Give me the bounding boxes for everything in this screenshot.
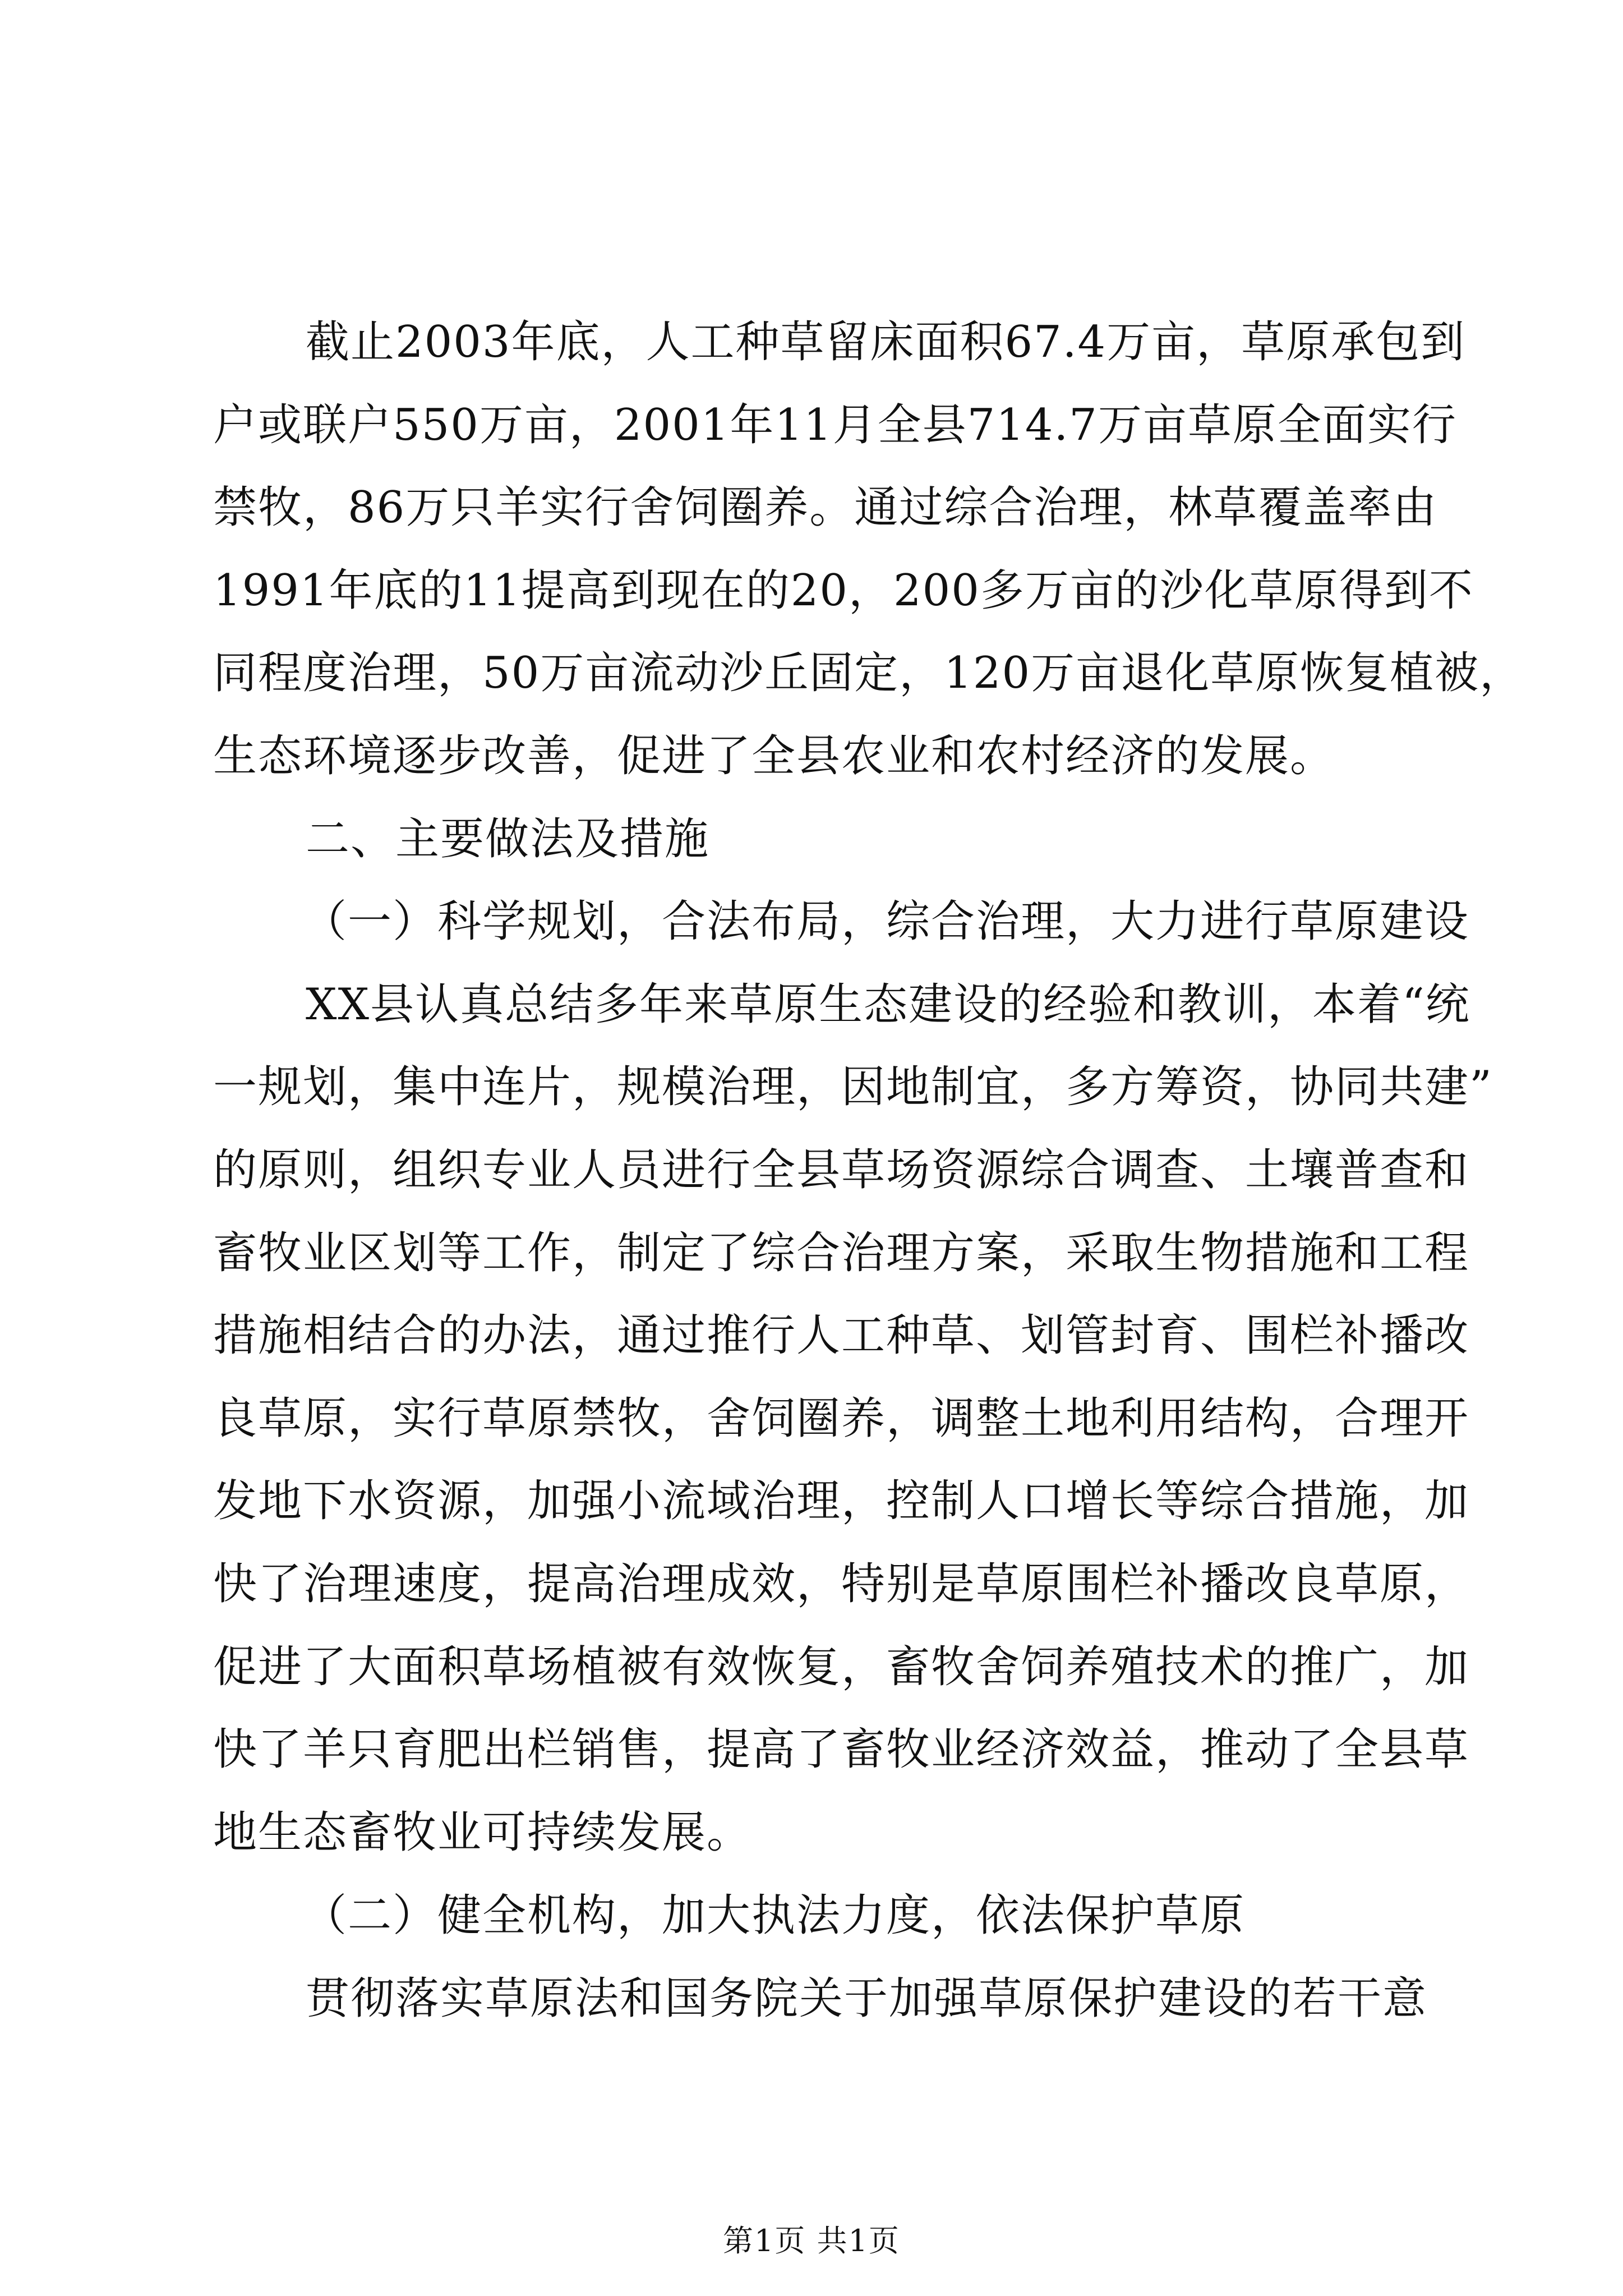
subsection-heading: （一）科学规划，合法布局，综合治理，大力进行草原建设 (303, 896, 1470, 947)
paragraph-line: 贯彻落实草原法和国务院关于加强草原保护建设的若干意 (306, 1973, 1428, 2024)
paragraph-line: 发地下水资源，加强小流域治理，控制人口增长等综合措施，加 (213, 1476, 1470, 1526)
paragraph-line: 快了羊只育肥出栏销售，提高了畜牧业经济效益，推动了全县草 (213, 1724, 1470, 1775)
paragraph-line: 1991年底的11提高到现在的20，200多万亩的沙化草原得到不 (213, 565, 1474, 616)
paragraph-line: XX县认真总结多年来草原生态建设的经验和教训，本着“统 (306, 979, 1470, 1030)
paragraph-line: 同程度治理，50万亩流动沙丘固定，120万亩退化草原恢复植被， (213, 648, 1525, 698)
subsection-heading: （二）健全机构，加大执法力度，依法保护草原 (303, 1890, 1246, 1941)
paragraph-line: 良草原，实行草原禁牧，舍饲圈养，调整土地利用结构，合理开 (213, 1393, 1470, 1444)
page-footer: 第1页 共1页 (723, 2223, 900, 2258)
paragraph-line: 快了治理速度，提高治理成效，特别是草原围栏补播改良草原， (213, 1559, 1470, 1609)
paragraph-line: 禁牧，86万只羊实行舍饲圈养。通过综合治理，林草覆盖率由 (213, 482, 1438, 533)
paragraph-line: 促进了大面积草场植被有效恢复，畜牧舍饲养殖技术的推广，加 (213, 1642, 1470, 1692)
paragraph-line: 地生态畜牧业可持续发展。 (213, 1807, 752, 1858)
paragraph-line: 一规划，集中连片，规模治理，因地制宜，多方筹资，协同共建” (213, 1062, 1493, 1112)
paragraph-line: 户或联户550万亩，2001年11月全县714.7万亩草原全面实行 (213, 400, 1457, 450)
paragraph-line: 的原则，组织专业人员进行全县草场资源综合调查、土壤普查和 (213, 1145, 1470, 1195)
paragraph-line: 生态环境逐步改善，促进了全县农业和农村经济的发展。 (213, 731, 1335, 781)
paragraph-line: 畜牧业区划等工作，制定了综合治理方案，采取生物措施和工程 (213, 1228, 1470, 1278)
paragraph-line: 措施相结合的办法，通过推行人工种草、划管封育、围栏补播改 (213, 1310, 1470, 1361)
section-heading: 二、主要做法及措施 (306, 814, 710, 864)
paragraph-line: 截止2003年底，人工种草留床面积67.4万亩，草原承包到 (306, 317, 1466, 367)
